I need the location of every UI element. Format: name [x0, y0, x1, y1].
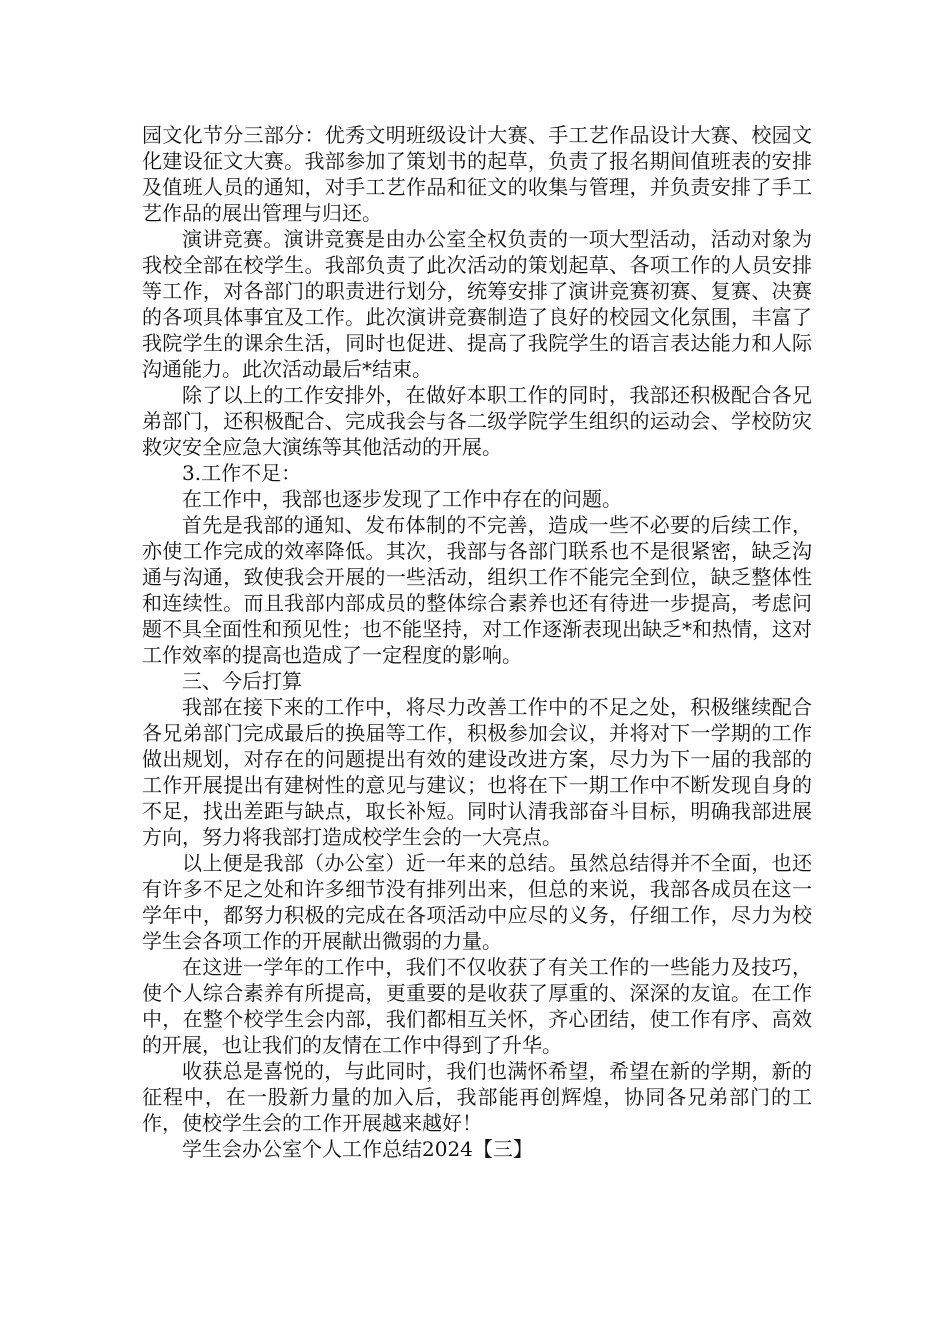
paragraph-other-work: 除了以上的工作安排外，在做好本职工作的同时，我部还积极配合各兄弟部门，还积极配合、完成我会与各二级学院学生组织的运动会、学校防灾救灾安全应急大演练等其他活动的开展。 — [142, 383, 812, 459]
paragraph-problems-detail: 首先是我部的通知、发布体制的不完善，造成一些不必要的后续工作，亦使工作完成的效率降低。其次，我部与各部门联系也不是很紧密，缺乏沟通与沟通，致使我会开展的一些活动，组织工作不能完全到位，缺乏整体性和连续性。而且我部内部成员的整体综合素养也还有待进一步提高，考虑问题不具全面性和预见性；也不能坚持，对工作逐渐表现出缺乏*和热情，这对工作效率的提高也造成了一定程度的影响。 — [142, 513, 812, 667]
paragraph-problems-intro: 在工作中，我部也逐步发现了工作中存在的问题。 — [182, 487, 622, 511]
paragraph-hopes: 收获总是喜悦的，与此同时，我们也满怀希望，希望在新的学期，新的征程中，在一股新力量的加入后，我部能再创辉煌，协同各兄弟部门的工作，使校学生会的工作开展越来越好！ — [142, 1059, 812, 1135]
document-page — [142, 122, 812, 1162]
paragraph-future-plans: 我部在接下来的工作中，将尽力改善工作中的不足之处，积极继续配合各兄弟部门完成最后的换届等工作，积极参加会议，并将对下一学期的工作做出规划，对存在的问题提出有效的建设改进方案，尽力为下一届的我部的工作开展提出有建树性的意见与建议；也将在下一期工作中不断发现自身的不足，找出差距与缺点，取长补短。同时认清我部奋斗目标，明确我部进展方向，努力将我部打造成校学生会的一大亮点。 — [142, 695, 812, 849]
paragraph-speech-contest: 演讲竞赛。演讲竞赛是由办公室全权负责的一项大型活动，活动对象为我校全部在校学生。我部负责了此次活动的策划起草、各项工作的人员安排等工作，对各部门的职责进行划分，统筹安排了演讲竞赛初赛、复赛、决赛的各项具体事宜及工作。此次演讲竞赛制造了良好的校园文化氛围，丰富了我院学生的课余生活，同时也促进、提高了我院学生的语言表达能力和人际沟通能力。此次活动最后*结束。 — [142, 227, 812, 381]
heading-work-shortcomings: 3.工作不足： — [182, 461, 302, 485]
section-title-three: 学生会办公室个人工作总结2024【三】 — [182, 1137, 533, 1161]
paragraph-summary: 以上便是我部（办公室）近一年来的总结。虽然总结得并不全面，也还有许多不足之处和许多细节没有排列出来，但总的来说，我部各成员在这一学年中，都努力积极的完成在各项活动中应尽的义务，仔细工作，尽力为校学生会各项工作的开展献出微弱的力量。 — [142, 851, 812, 953]
heading-future-plans: 三、今后打算 — [182, 669, 302, 693]
paragraph-continued: 园文化节分三部分：优秀文明班级设计大赛、手工艺作品设计大赛、校园文化建设征文大赛。我部参加了策划书的起草，负责了报名期间值班表的安排及值班人员的通知，对手工艺作品和征文的收集与管理，并负责安排了手工艺作品的展出管理与归还。 — [142, 123, 812, 225]
paragraph-gains: 在这进一学年的工作中，我们不仅收获了有关工作的一些能力及技巧，使个人综合素养有所提高，更重要的是收获了厚重的、深深的友谊。在工作中，在整个校学生会内部，我们都相互关怀，齐心团结，使工作有序、高效的开展，也让我们的友情在工作中得到了升华。 — [142, 955, 812, 1057]
